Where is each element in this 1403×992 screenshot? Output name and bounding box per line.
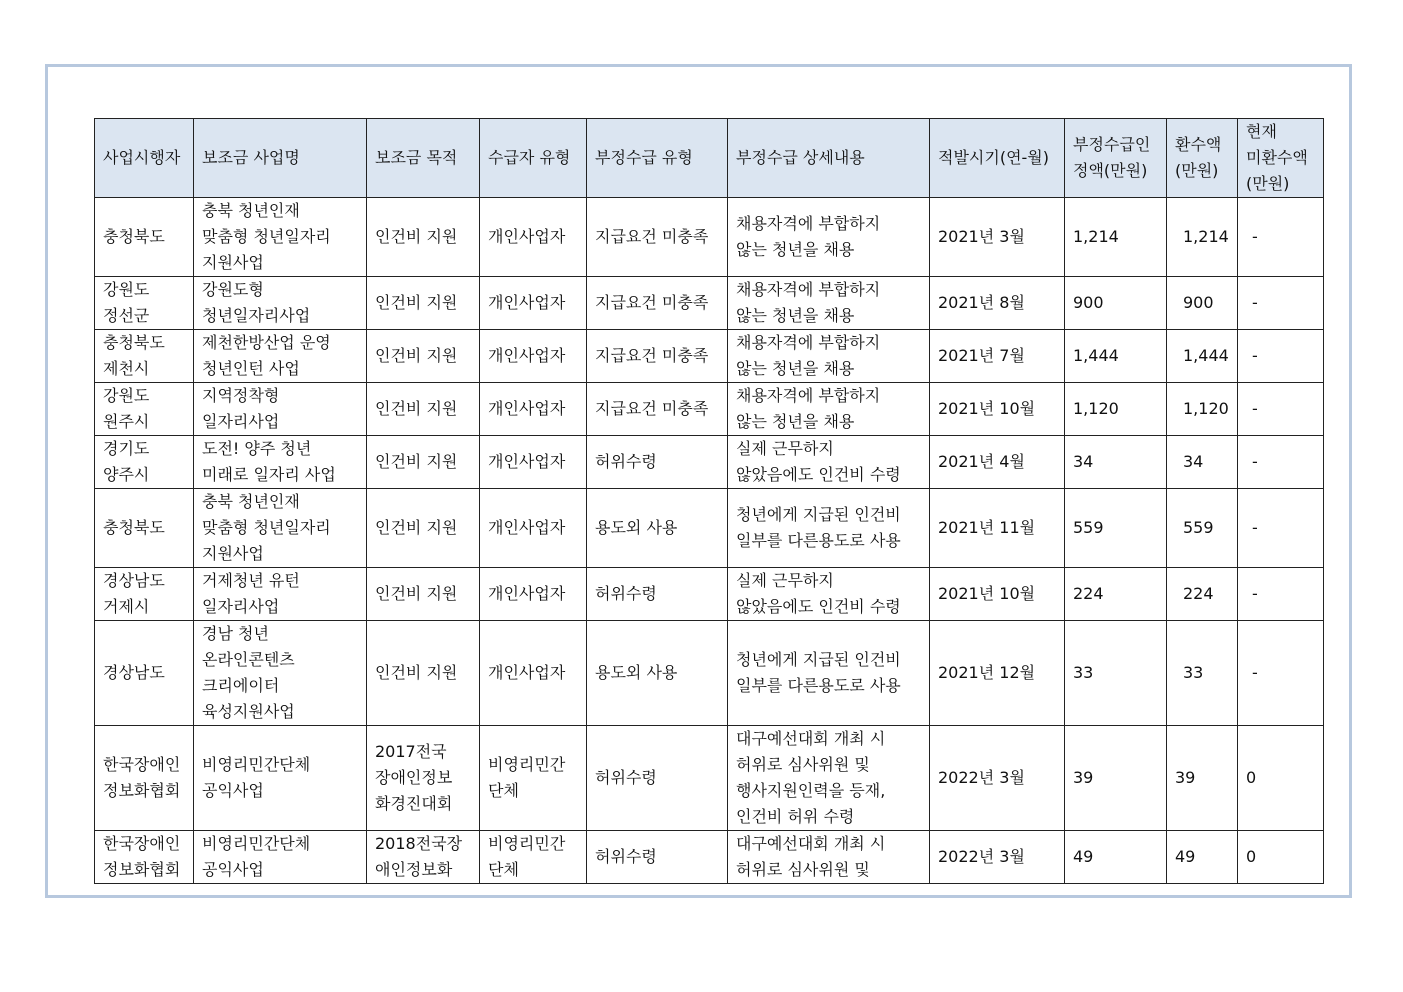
cell-recipient-type: 개인사업자 bbox=[480, 277, 587, 330]
cell-unrecovered-amount: - bbox=[1238, 489, 1324, 568]
cell-fraud-details: 실제 근무하지 않았음에도 인건비 수령 bbox=[728, 436, 930, 489]
cell-program-name: 비영리민간단체 공익사업 bbox=[194, 831, 367, 884]
cell-fraud-details: 대구예선대회 개최 시 허위로 심사위원 및 bbox=[728, 831, 930, 884]
cell-recipient-type: 개인사업자 bbox=[480, 489, 587, 568]
cell-fraud-amount: 49 bbox=[1065, 831, 1167, 884]
cell-purpose: 인건비 지원 bbox=[367, 621, 480, 726]
cell-recipient-type: 개인사업자 bbox=[480, 383, 587, 436]
fraud-subsidy-table bbox=[94, 118, 1324, 884]
cell-recovered-amount: 39 bbox=[1167, 726, 1238, 831]
cell-program-name: 비영리민간단체 공익사업 bbox=[194, 726, 367, 831]
cell-recipient-type: 개인사업자 bbox=[480, 330, 587, 383]
cell-fraud-amount: 34 bbox=[1065, 436, 1167, 489]
cell-purpose: 인건비 지원 bbox=[367, 277, 480, 330]
cell-operator: 충청북도 bbox=[95, 489, 194, 568]
cell-fraud-type: 허위수령 bbox=[587, 726, 728, 831]
cell-recipient-type: 개인사업자 bbox=[480, 436, 587, 489]
cell-program-name: 지역정착형 일자리사업 bbox=[194, 383, 367, 436]
cell-detection-date: 2021년 10월 bbox=[930, 568, 1065, 621]
cell-fraud-details: 채용자격에 부합하지 않는 청년을 채용 bbox=[728, 198, 930, 277]
cell-purpose: 인건비 지원 bbox=[367, 436, 480, 489]
cell-detection-date: 2021년 4월 bbox=[930, 436, 1065, 489]
cell-unrecovered-amount: - bbox=[1238, 436, 1324, 489]
cell-program-name: 충북 청년인재 맞춤형 청년일자리 지원사업 bbox=[194, 198, 367, 277]
cell-operator: 한국장애인 정보화협회 bbox=[95, 726, 194, 831]
table-row bbox=[95, 621, 1324, 726]
header-fraud-type: 부정수급 유형 bbox=[587, 119, 728, 198]
cell-recovered-amount: 34 bbox=[1167, 436, 1238, 489]
cell-purpose: 2017전국 장애인정보 화경진대회 bbox=[367, 726, 480, 831]
cell-detection-date: 2021년 11월 bbox=[930, 489, 1065, 568]
table-header-row bbox=[95, 119, 1324, 198]
cell-fraud-amount: 39 bbox=[1065, 726, 1167, 831]
cell-unrecovered-amount: - bbox=[1238, 621, 1324, 726]
cell-fraud-type: 지급요건 미충족 bbox=[587, 277, 728, 330]
cell-fraud-amount: 900 bbox=[1065, 277, 1167, 330]
cell-program-name: 경남 청년 온라인콘텐츠 크리에이터 육성지원사업 bbox=[194, 621, 367, 726]
cell-fraud-details: 채용자격에 부합하지 않는 청년을 채용 bbox=[728, 383, 930, 436]
table-row bbox=[95, 489, 1324, 568]
cell-unrecovered-amount: - bbox=[1238, 383, 1324, 436]
cell-unrecovered-amount: 0 bbox=[1238, 726, 1324, 831]
cell-fraud-details: 청년에게 지급된 인건비 일부를 다른용도로 사용 bbox=[728, 621, 930, 726]
cell-detection-date: 2021년 12월 bbox=[930, 621, 1065, 726]
cell-recipient-type: 비영리민간 단체 bbox=[480, 726, 587, 831]
cell-operator: 충청북도 제천시 bbox=[95, 330, 194, 383]
header-recovered-amount: 환수액 (만원) bbox=[1167, 119, 1238, 198]
cell-fraud-amount: 1,444 bbox=[1065, 330, 1167, 383]
cell-purpose: 2018전국장 애인정보화 bbox=[367, 831, 480, 884]
table-row bbox=[95, 726, 1324, 831]
cell-fraud-amount: 33 bbox=[1065, 621, 1167, 726]
table-row bbox=[95, 277, 1324, 330]
cell-fraud-amount: 559 bbox=[1065, 489, 1167, 568]
cell-recipient-type: 개인사업자 bbox=[480, 198, 587, 277]
cell-purpose: 인건비 지원 bbox=[367, 198, 480, 277]
cell-fraud-type: 지급요건 미충족 bbox=[587, 383, 728, 436]
header-program-name: 보조금 사업명 bbox=[194, 119, 367, 198]
cell-recovered-amount: 1,120 bbox=[1167, 383, 1238, 436]
cell-purpose: 인건비 지원 bbox=[367, 568, 480, 621]
cell-fraud-amount: 1,120 bbox=[1065, 383, 1167, 436]
cell-detection-date: 2021년 3월 bbox=[930, 198, 1065, 277]
cell-recovered-amount: 1,214 bbox=[1167, 198, 1238, 277]
cell-recipient-type: 개인사업자 bbox=[480, 621, 587, 726]
cell-program-name: 거제청년 유턴 일자리사업 bbox=[194, 568, 367, 621]
header-purpose: 보조금 목적 bbox=[367, 119, 480, 198]
header-recipient-type: 수급자 유형 bbox=[480, 119, 587, 198]
cell-unrecovered-amount: - bbox=[1238, 330, 1324, 383]
cell-recovered-amount: 559 bbox=[1167, 489, 1238, 568]
cell-program-name: 도전! 양주 청년 미래로 일자리 사업 bbox=[194, 436, 367, 489]
cell-detection-date: 2021년 7월 bbox=[930, 330, 1065, 383]
cell-unrecovered-amount: - bbox=[1238, 277, 1324, 330]
table-row bbox=[95, 198, 1324, 277]
cell-fraud-amount: 1,214 bbox=[1065, 198, 1167, 277]
cell-fraud-details: 대구예선대회 개최 시 허위로 심사위원 및 행사지원인력을 등재, 인건비 허위 수령 bbox=[728, 726, 930, 831]
cell-recovered-amount: 1,444 bbox=[1167, 330, 1238, 383]
cell-fraud-type: 지급요건 미충족 bbox=[587, 198, 728, 277]
cell-fraud-type: 허위수령 bbox=[587, 831, 728, 884]
cell-fraud-type: 용도외 사용 bbox=[587, 621, 728, 726]
table-row bbox=[95, 568, 1324, 621]
cell-operator: 한국장애인 정보화협회 bbox=[95, 831, 194, 884]
table-row bbox=[95, 330, 1324, 383]
cell-program-name: 충북 청년인재 맞춤형 청년일자리 지원사업 bbox=[194, 489, 367, 568]
cell-fraud-details: 청년에게 지급된 인건비 일부를 다른용도로 사용 bbox=[728, 489, 930, 568]
cell-operator: 경기도 양주시 bbox=[95, 436, 194, 489]
cell-purpose: 인건비 지원 bbox=[367, 383, 480, 436]
cell-fraud-type: 허위수령 bbox=[587, 436, 728, 489]
cell-operator: 강원도 원주시 bbox=[95, 383, 194, 436]
cell-recovered-amount: 49 bbox=[1167, 831, 1238, 884]
cell-fraud-details: 채용자격에 부합하지 않는 청년을 채용 bbox=[728, 277, 930, 330]
cell-fraud-details: 채용자격에 부합하지 않는 청년을 채용 bbox=[728, 330, 930, 383]
cell-operator: 경상남도 거제시 bbox=[95, 568, 194, 621]
table-row bbox=[95, 383, 1324, 436]
cell-unrecovered-amount: 0 bbox=[1238, 831, 1324, 884]
cell-operator: 경상남도 bbox=[95, 621, 194, 726]
cell-detection-date: 2021년 8월 bbox=[930, 277, 1065, 330]
cell-purpose: 인건비 지원 bbox=[367, 330, 480, 383]
header-unrecovered-amount: 현재 미환수액 (만원) bbox=[1238, 119, 1324, 198]
cell-unrecovered-amount: - bbox=[1238, 198, 1324, 277]
table-row bbox=[95, 436, 1324, 489]
header-fraud-amount: 부정수급인 정액(만원) bbox=[1065, 119, 1167, 198]
header-fraud-details: 부정수급 상세내용 bbox=[728, 119, 930, 198]
cell-fraud-type: 용도외 사용 bbox=[587, 489, 728, 568]
cell-fraud-type: 허위수령 bbox=[587, 568, 728, 621]
cell-fraud-type: 지급요건 미충족 bbox=[587, 330, 728, 383]
cell-operator: 충청북도 bbox=[95, 198, 194, 277]
cell-recipient-type: 개인사업자 bbox=[480, 568, 587, 621]
cell-fraud-details: 실제 근무하지 않았음에도 인건비 수령 bbox=[728, 568, 930, 621]
cell-detection-date: 2022년 3월 bbox=[930, 831, 1065, 884]
cell-detection-date: 2021년 10월 bbox=[930, 383, 1065, 436]
cell-recipient-type: 비영리민간 단체 bbox=[480, 831, 587, 884]
header-operator: 사업시행자 bbox=[95, 119, 194, 198]
cell-unrecovered-amount: - bbox=[1238, 568, 1324, 621]
cell-recovered-amount: 33 bbox=[1167, 621, 1238, 726]
header-detection-date: 적발시기(연-월) bbox=[930, 119, 1065, 198]
table-row bbox=[95, 831, 1324, 884]
cell-program-name: 제천한방산업 운영 청년인턴 사업 bbox=[194, 330, 367, 383]
cell-operator: 강원도 정선군 bbox=[95, 277, 194, 330]
cell-recovered-amount: 224 bbox=[1167, 568, 1238, 621]
cell-detection-date: 2022년 3월 bbox=[930, 726, 1065, 831]
cell-purpose: 인건비 지원 bbox=[367, 489, 480, 568]
cell-recovered-amount: 900 bbox=[1167, 277, 1238, 330]
cell-fraud-amount: 224 bbox=[1065, 568, 1167, 621]
cell-program-name: 강원도형 청년일자리사업 bbox=[194, 277, 367, 330]
